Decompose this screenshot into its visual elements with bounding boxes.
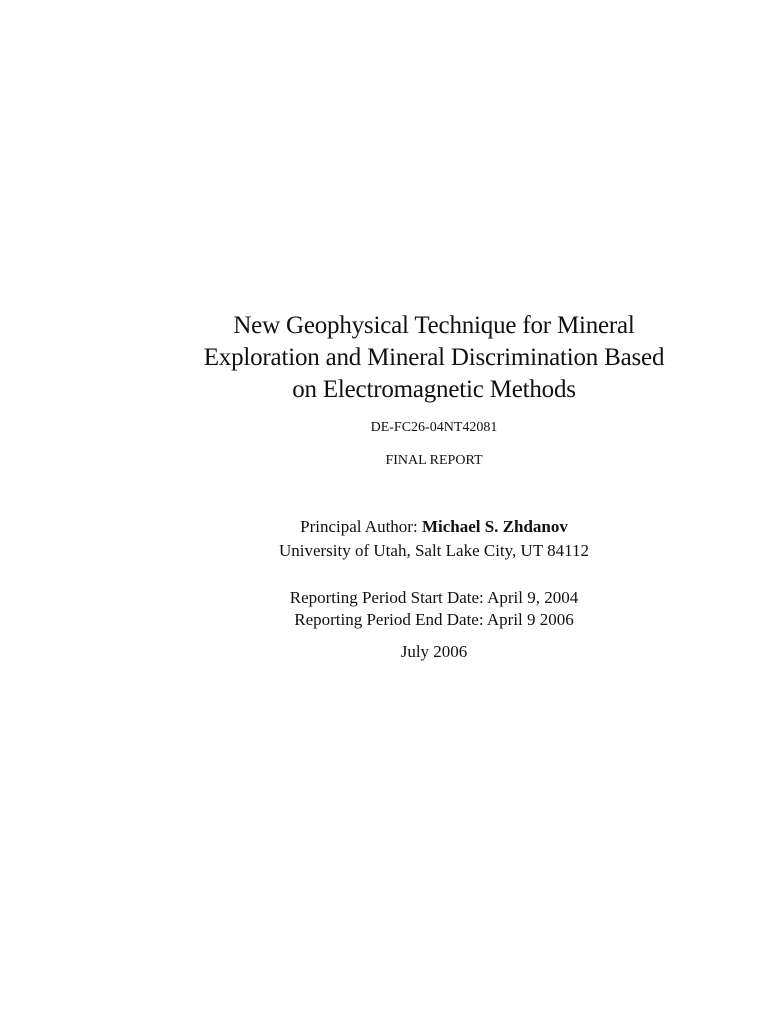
reporting-period-end-label: Reporting Period End Date: (294, 610, 484, 629)
reporting-period-start (84, 587, 768, 609)
report-title-line-2: Exploration and Mineral Discrimination Based (203, 344, 665, 371)
principal-author (84, 516, 768, 538)
report-title-line-1: New Geophysical Technique for Mineral (233, 312, 635, 339)
report-title (84, 310, 768, 406)
author-affiliation: University of Utah, Salt Lake City, UT 84112 (278, 541, 590, 560)
reporting-period-end-date: April 9 2006 (486, 610, 574, 629)
reporting-period-start-date: April 9, 2004 (487, 588, 579, 607)
principal-author-label: Principal Author: (300, 517, 418, 536)
reporting-period-start-label: Reporting Period Start Date: (289, 588, 484, 607)
principal-author-name: Michael S. Zhdanov (421, 517, 568, 536)
reporting-period-end (84, 609, 768, 631)
report-title-line-3: on Electromagnetic Methods (292, 376, 576, 403)
report-type: FINAL REPORT (385, 453, 483, 468)
contract-number: DE-FC26-04NT42081 (370, 420, 498, 435)
report-date: July 2006 (400, 642, 468, 661)
